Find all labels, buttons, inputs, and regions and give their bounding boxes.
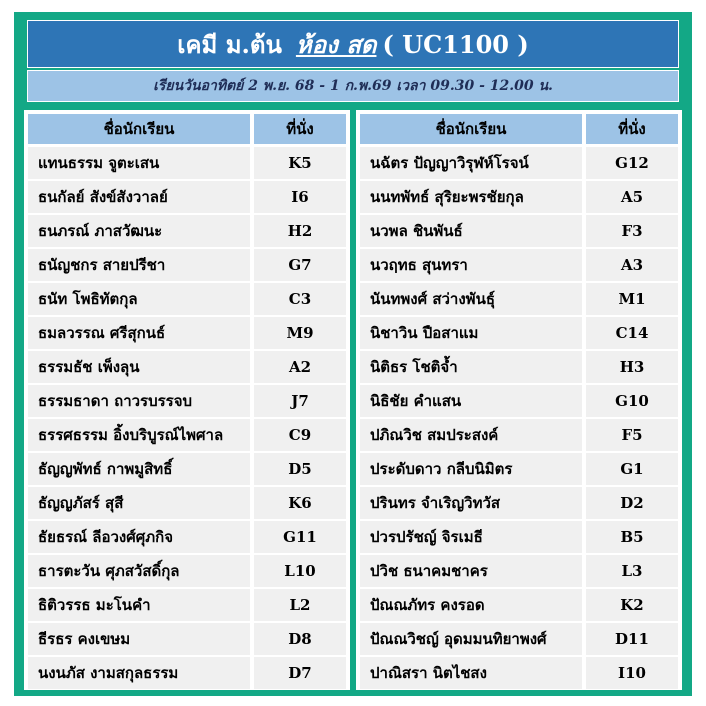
table-row (360, 384, 678, 418)
seat-number: K2 (586, 589, 678, 621)
seat-number: B5 (586, 521, 678, 553)
table-row (28, 588, 346, 622)
table-row (28, 486, 346, 520)
table-row (360, 316, 678, 350)
seat-number: K6 (254, 487, 346, 519)
table-row (28, 316, 346, 350)
seat-number: M9 (254, 317, 346, 349)
seat-number: C14 (586, 317, 678, 349)
student-table-right (356, 110, 682, 690)
page-title (27, 20, 679, 68)
student-name: นวพล ชินพันธ์ (360, 215, 582, 247)
table-row (360, 452, 678, 486)
student-name: นิชาวิน ปือสาแม (360, 317, 582, 349)
student-name: แทนธรรม จูตะเสน (28, 147, 250, 179)
student-name: ธัยธรณ์ ลีอวงศ์ศุภกิจ (28, 521, 250, 553)
table-row (28, 656, 346, 690)
seat-number: D5 (254, 453, 346, 485)
seat-number: L3 (586, 555, 678, 587)
seat-number: G12 (586, 147, 678, 179)
student-name: ธรรมธาดา ถาวรบรรจบ (28, 385, 250, 417)
seat-number: L10 (254, 555, 346, 587)
student-table-left (24, 110, 350, 690)
student-name: ธัญญภัสร์ สุสี (28, 487, 250, 519)
seat-number: D2 (586, 487, 678, 519)
student-name: ปรินทร จำเริญวิทวัส (360, 487, 582, 519)
student-name: ธัญญพัทธ์ กาพมูสิทธิ์ (28, 453, 250, 485)
table-row (28, 384, 346, 418)
student-name: ปัณณวิชญ์ อุดมมนทิยาพงศ์ (360, 623, 582, 655)
student-name: ปาณิสรา นิตไชสง (360, 657, 582, 689)
table-row (28, 520, 346, 554)
table-row (28, 418, 346, 452)
table-row (360, 418, 678, 452)
seat-number: I6 (254, 181, 346, 213)
table-row (360, 520, 678, 554)
column-header-name: ชื่อนักเรียน (28, 114, 250, 144)
seat-number: A2 (254, 351, 346, 383)
table-header (28, 114, 346, 144)
schedule-subtitle (27, 70, 679, 102)
table-row (360, 350, 678, 384)
student-name: ปวิช ธนาคมชาคร (360, 555, 582, 587)
seat-number: D8 (254, 623, 346, 655)
student-name: นวฤทธ สุนทรา (360, 249, 582, 281)
table-row (28, 452, 346, 486)
table-body (360, 146, 678, 690)
table-body (28, 146, 346, 690)
table-row (28, 622, 346, 656)
table-row (360, 282, 678, 316)
seat-number: M1 (586, 283, 678, 315)
title-room: ห้อง สด (295, 29, 377, 59)
student-name: ปวรปรัชญ์ จิรเมธี (360, 521, 582, 553)
table-header (360, 114, 678, 144)
student-name: ปภิณวิช สมประสงค์ (360, 419, 582, 451)
column-header-seat: ที่นั่ง (586, 114, 678, 144)
student-name: ธนัท โพธิทัตกุล (28, 283, 250, 315)
student-name: ธิติวรรธ มะโนคำ (28, 589, 250, 621)
student-name: นิติธร โชติจ้ำ (360, 351, 582, 383)
seat-number: G1 (586, 453, 678, 485)
table-row (28, 554, 346, 588)
column-header-name: ชื่อนักเรียน (360, 114, 582, 144)
student-name: ธรรมธัช เพ็งลุน (28, 351, 250, 383)
table-row (360, 214, 678, 248)
seat-number: G11 (254, 521, 346, 553)
column-header-seat: ที่นั่ง (254, 114, 346, 144)
seat-number: A5 (586, 181, 678, 213)
title-subject: เคมี ม.ต้น (177, 29, 282, 59)
seating-chart-frame (14, 12, 692, 696)
table-row (360, 656, 678, 690)
table-row (360, 180, 678, 214)
seat-number: C9 (254, 419, 346, 451)
student-name: ธารตะวัน ศุภสวัสดิ์กุล (28, 555, 250, 587)
student-name: ธรรศธรรม อิ้งบริบูรณ์ไพศาล (28, 419, 250, 451)
table-row (28, 180, 346, 214)
student-name: ธนกัลย์ สังข์สังวาลย์ (28, 181, 250, 213)
title-course-code: ( UC1100 ) (382, 29, 529, 59)
student-name: นฉัตร ปัญญาวิรุฬห์โรจน์ (360, 147, 582, 179)
seat-number: J7 (254, 385, 346, 417)
table-row (28, 214, 346, 248)
student-name: ธนัญชกร สายปรีชา (28, 249, 250, 281)
seat-number: H2 (254, 215, 346, 247)
seat-number: I10 (586, 657, 678, 689)
seat-number: D7 (254, 657, 346, 689)
table-row (28, 248, 346, 282)
seat-number: D11 (586, 623, 678, 655)
seat-number: A3 (586, 249, 678, 281)
table-row (360, 248, 678, 282)
student-name: ประดับดาว กลีบนิมิตร (360, 453, 582, 485)
seat-number: F5 (586, 419, 678, 451)
student-name: นันทพงศ์ สว่างพันธุ์ (360, 283, 582, 315)
table-row (360, 486, 678, 520)
seat-number: H3 (586, 351, 678, 383)
table-row (28, 350, 346, 384)
seat-number: C3 (254, 283, 346, 315)
student-name: นงนภัส งามสกุลธรรม (28, 657, 250, 689)
schedule-text: เรียนวันอาทิตย์ 2 พ.ย. 68 - 1 ก.พ.69 เวลา 09.30 - 12.00 น. (153, 78, 553, 94)
table-row (360, 622, 678, 656)
student-name: ธนภรณ์ ภาสวัฒนะ (28, 215, 250, 247)
table-row (28, 282, 346, 316)
student-name: ธีรธร คงเขษม (28, 623, 250, 655)
seat-number: K5 (254, 147, 346, 179)
seat-number: F3 (586, 215, 678, 247)
table-row (360, 588, 678, 622)
student-name: นนทพัทธ์ สุริยะพรชัยกุล (360, 181, 582, 213)
student-name: นิธิชัย คำแสน (360, 385, 582, 417)
table-row (360, 146, 678, 180)
student-name: ปัณณภัทร คงรอด (360, 589, 582, 621)
table-row (360, 554, 678, 588)
seat-number: L2 (254, 589, 346, 621)
table-row (28, 146, 346, 180)
seat-number: G7 (254, 249, 346, 281)
seat-number: G10 (586, 385, 678, 417)
student-name: ธมลวรรณ ศรีสุกนธ์ (28, 317, 250, 349)
